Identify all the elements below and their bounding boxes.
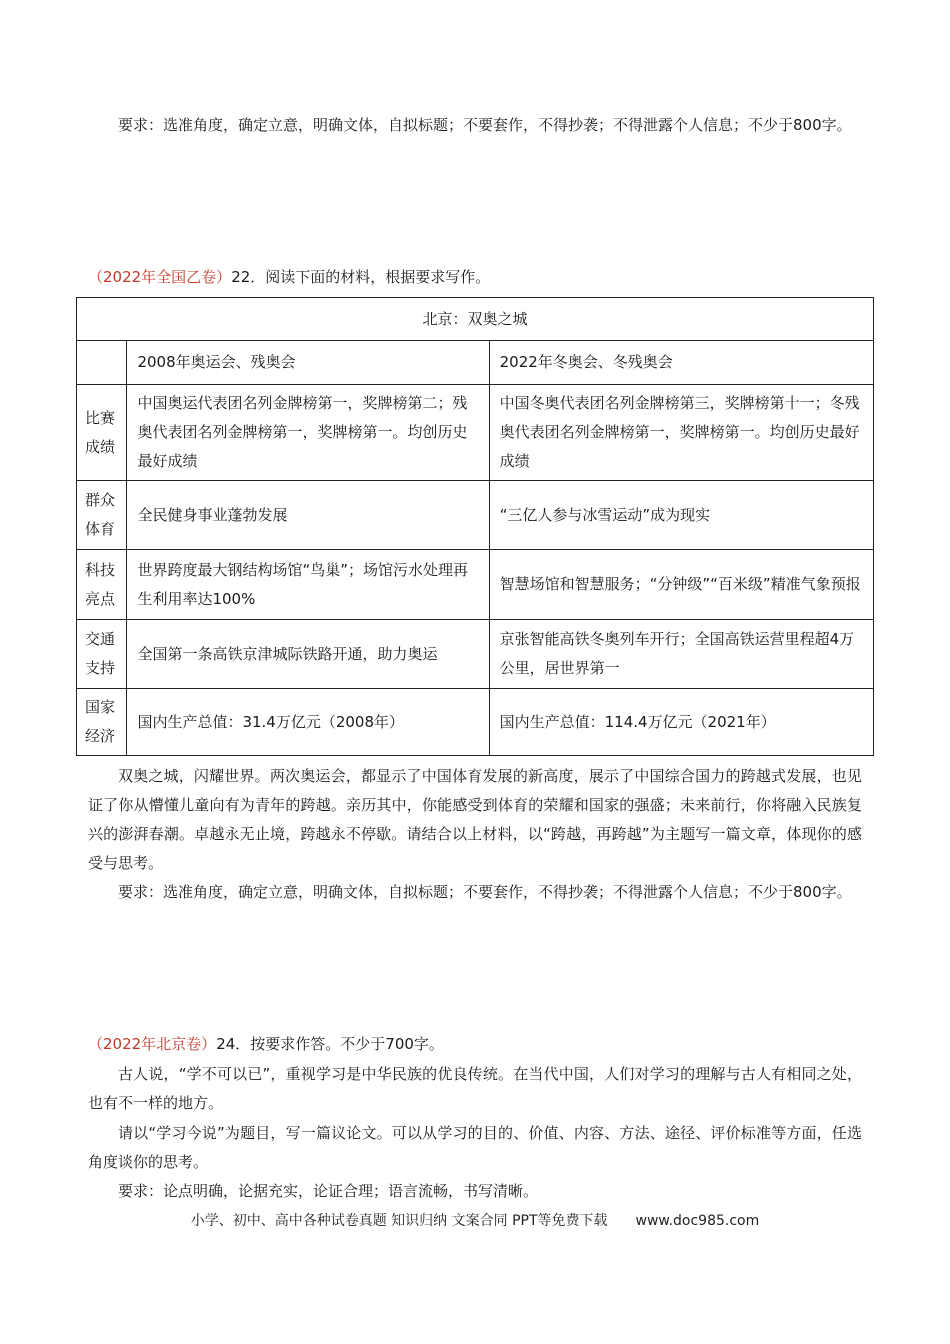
cell-2008: 全国第一条高铁京津城际铁路开通，助力奥运 xyxy=(127,620,489,689)
table-row xyxy=(77,620,874,689)
cell-2008: 世界跨度最大钢结构场馆“鸟巢”；场馆污水处理再生利用率达100% xyxy=(127,550,489,620)
question-intro: 24．按要求作答。不少于700字。 xyxy=(216,1035,444,1053)
cell-2008: 全民健身事业蓬勃发展 xyxy=(127,481,489,550)
cell-2008: 中国奥运代表团名列金牌榜第一，奖牌榜第二；残奥代表团名列金牌榜第一，奖牌榜第一。均创历史最好成绩 xyxy=(127,385,489,481)
page-footer xyxy=(0,1209,950,1233)
table-row xyxy=(77,481,874,550)
question-24-heading xyxy=(88,1030,862,1059)
footer-site-link[interactable]: www.doc985.com xyxy=(635,1213,760,1229)
question-source: （2022年全国乙卷） xyxy=(88,268,232,286)
empty-corner-cell xyxy=(77,341,127,385)
row-label: 群众体育 xyxy=(77,481,127,550)
cell-2022: 智慧场馆和智慧服务；“分钟级”“百米级”精准气象预报 xyxy=(489,550,873,620)
row-label: 科技亮点 xyxy=(77,550,127,620)
material-paragraph: 双奥之城，闪耀世界。两次奥运会，都显示了中国体育发展的新高度，展示了中国综合国力的跨越式发展，也见证了你从懵懂儿童向有为青年的跨越。亲历其中，你能感受到体育的荣耀和国家的强盛；未来前行，你将融入民族复兴的澎湃春潮。卓越永无止境，跨越永不停歇。请结合以上材料，以“跨越，再跨越”为主题写一篇文章，体现你的感受与思考。 xyxy=(88,767,862,872)
table-row xyxy=(77,689,874,756)
requirement-text-1: 要求：选准角度，确定立意，明确文体，自拟标题；不要套作，不得抄袭；不得泄露个人信息；不少于800字。 xyxy=(118,116,852,134)
cell-2022: 国内生产总值：114.4万亿元（2021年） xyxy=(489,689,873,756)
cell-2008: 国内生产总值：31.4万亿元（2008年） xyxy=(127,689,489,756)
col-header-2022: 2022年冬奥会、冬残奥会 xyxy=(489,341,873,385)
question-source: （2022年北京卷） xyxy=(88,1035,217,1053)
col-header-2008: 2008年奥运会、残奥会 xyxy=(127,341,489,385)
footer-text: 小学、初中、高中各种试卷真题 知识归纳 文案合同 PPT等免费下载 xyxy=(190,1213,608,1229)
row-label: 比赛成绩 xyxy=(77,385,127,481)
requirement-text-3: 要求：论点明确，论据充实，论证合理；语言流畅，书写清晰。 xyxy=(118,1182,539,1200)
row-label: 交通支持 xyxy=(77,620,127,689)
row-label: 国家经济 xyxy=(77,689,127,756)
table-title-row xyxy=(77,298,874,341)
cell-2022: 京张智能高铁冬奥列车开行；全国高铁运营里程超4万公里，居世界第一 xyxy=(489,620,873,689)
table-row xyxy=(77,385,874,481)
cell-2022: “三亿人参与冰雪运动”成为现实 xyxy=(489,481,873,550)
beijing-paragraph-1: 古人说，“学不可以已”，重视学习是中华民族的优良传统。在当代中国，人们对学习的理解与古人有相同之处，也有不一样的地方。 xyxy=(88,1065,862,1112)
question-intro: 22．阅读下面的材料，根据要求写作。 xyxy=(231,268,491,286)
cell-2022: 中国冬奥代表团名列金牌榜第三，奖牌榜第十一；冬残奥代表团名列金牌榜第一，奖牌榜第一。均创历史最好成绩 xyxy=(489,385,873,481)
table-title: 北京：双奥之城 xyxy=(77,298,874,341)
table-row xyxy=(77,550,874,620)
question-22-heading xyxy=(88,263,862,292)
requirement-text-2: 要求：选准角度，确定立意，明确文体，自拟标题；不要套作，不得抄袭；不得泄露个人信息；不少于800字。 xyxy=(118,883,852,901)
beijing-paragraph-2: 请以“学习今说”为题目，写一篇议论文。可以从学习的目的、价值、内容、方法、途径、评价标准等方面，任选角度谈你的思考。 xyxy=(88,1124,862,1171)
olympics-comparison-table xyxy=(76,297,874,756)
table-header-row xyxy=(77,341,874,385)
